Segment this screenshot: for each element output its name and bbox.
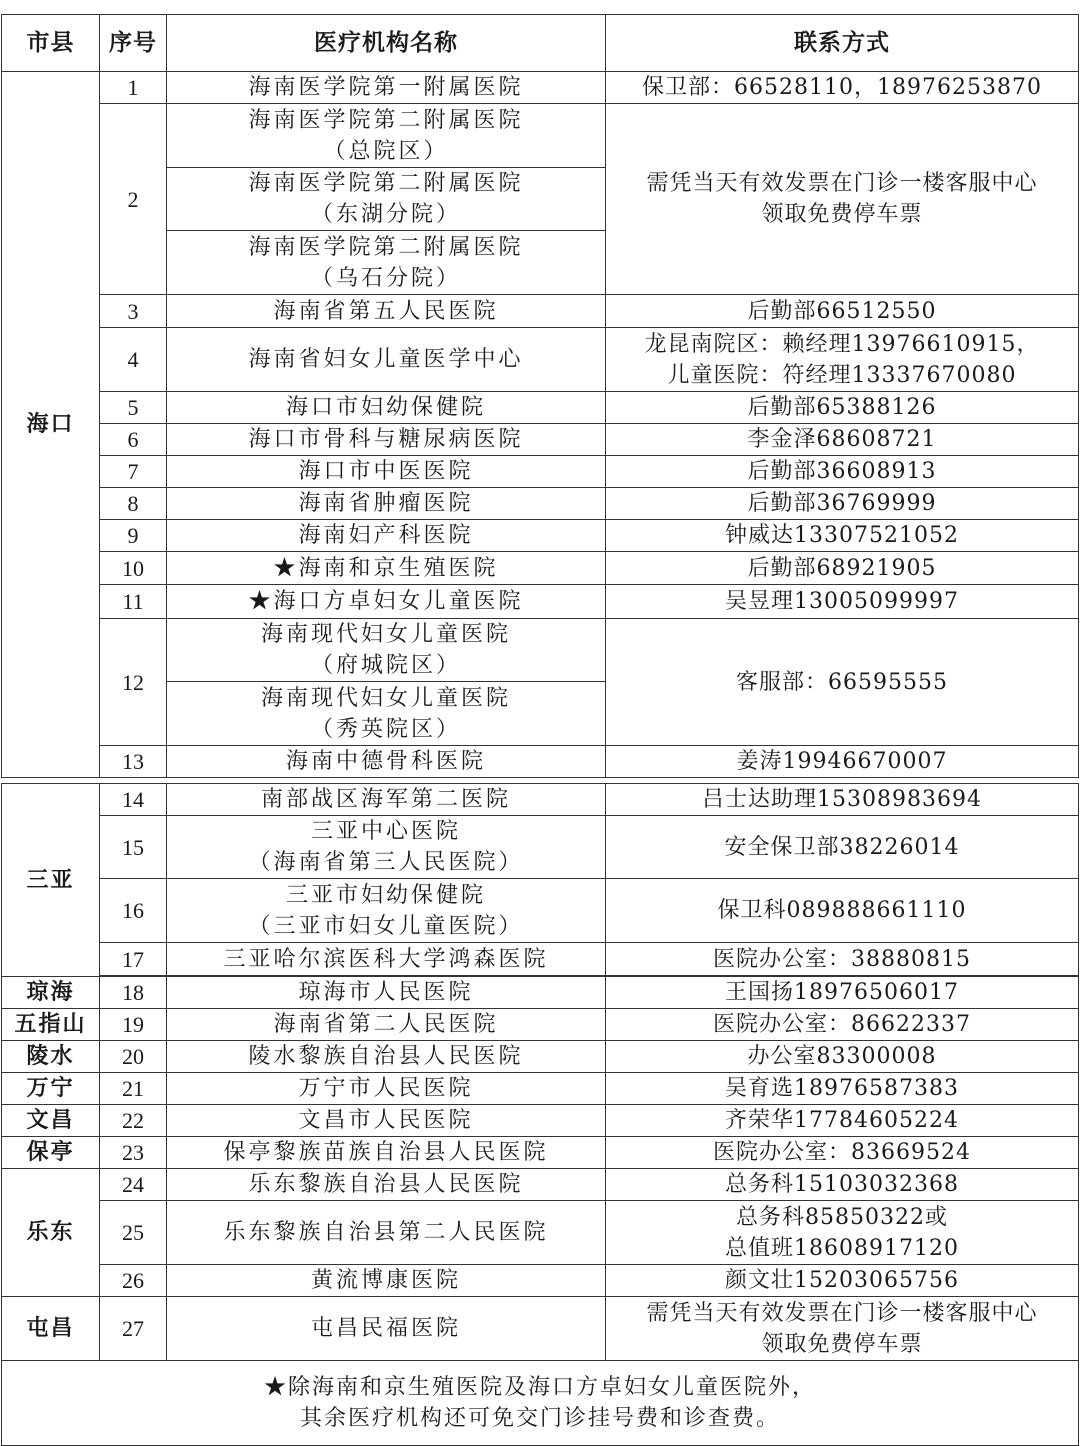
table-row: [2, 328, 1079, 392]
contact-cell: [606, 1297, 1079, 1361]
contact-line: 总值班18608917120: [725, 1235, 959, 1261]
contact-cell: 安全保卫部38226014: [606, 816, 1079, 879]
institution-cell: [167, 231, 606, 295]
institution-cell: 海口市妇幼保健院: [167, 392, 606, 424]
index-cell: 4: [100, 328, 167, 392]
institution-cell: 海口市中医医院: [167, 456, 606, 488]
contact-cell: 保卫部：66528110，18976253870: [606, 72, 1079, 104]
table-row: [2, 1201, 1079, 1265]
institution-cell: [167, 168, 606, 231]
contact-cell: 姜涛19946670007: [606, 746, 1079, 778]
table-row: [2, 392, 1079, 424]
institution-cell: 乐东黎族自治县人民医院: [167, 1169, 606, 1201]
contact-cell: 颜文壮15203065756: [606, 1265, 1079, 1297]
index-cell: 23: [100, 1137, 167, 1169]
contact-cell: 客服部：66595555: [606, 619, 1079, 746]
hospital-parking-table: [1, 14, 1079, 778]
contact-cell: [606, 328, 1079, 392]
table-row: [2, 784, 1079, 816]
institution-cell: 海口市骨科与糖尿病医院: [167, 424, 606, 456]
contact-cell: 王国扬18976506017: [606, 977, 1079, 1009]
header-city: 市县: [2, 15, 100, 72]
institution-campus-line: （府城院区）: [310, 653, 461, 678]
index-cell: 19: [100, 1009, 167, 1041]
contact-line: 总务科85850322或: [736, 1204, 948, 1230]
table-row: [2, 1105, 1079, 1137]
institution-cell: 海南妇产科医院: [167, 520, 606, 552]
index-cell: 6: [100, 424, 167, 456]
contact-cell: 医院办公室：86622337: [606, 1009, 1079, 1041]
institution-name-line: 三亚市妇幼保健院: [285, 882, 486, 908]
institution-cell: 保亭黎族苗族自治县人民医院: [167, 1137, 606, 1169]
contact-cell: 钟威达13307521052: [606, 520, 1079, 552]
contact-cell: 李金泽68608721: [606, 424, 1079, 456]
institution-campus-line: （东湖分院）: [310, 202, 461, 227]
institution-cell: 琼海市人民医院: [167, 977, 606, 1009]
institution-name-line: 三亚中心医院: [310, 819, 461, 844]
contact-line: 儿童医院：符经理13337670080: [667, 362, 1017, 388]
index-cell: 13: [100, 746, 167, 778]
city-cell: 万宁: [2, 1073, 100, 1105]
institution-cell: 屯昌民福医院: [167, 1297, 606, 1361]
table-row: [2, 520, 1079, 552]
institution-name-line: 海南医学院第二附属医院: [248, 234, 524, 260]
table-row: [2, 1009, 1079, 1041]
contact-cell: 后勤部66512550: [606, 295, 1079, 328]
index-cell: 20: [100, 1041, 167, 1073]
table-row: [2, 72, 1079, 104]
header-contact: 联系方式: [606, 15, 1079, 72]
city-cell: 屯昌: [2, 1297, 100, 1361]
contact-cell: 医院办公室：38880815: [606, 943, 1079, 976]
contact-line: 龙昆南院区：赖经理13976610915，: [644, 331, 1040, 357]
table-row: [2, 1137, 1079, 1169]
index-cell: 24: [100, 1169, 167, 1201]
header-institution: 医疗机构名称: [167, 15, 606, 72]
table-row: [2, 585, 1079, 619]
institution-cell: 海南医学院第一附属医院: [167, 72, 606, 104]
institution-cell: 三亚哈尔滨医科大学鸿森医院: [167, 943, 606, 976]
institution-cell: [167, 682, 606, 746]
institution-name-line: 海南医学院第二附属医院: [248, 171, 524, 196]
table-row: [2, 943, 1079, 976]
table-row: [2, 619, 1079, 682]
index-cell: 27: [100, 1297, 167, 1361]
contact-cell: 后勤部68921905: [606, 552, 1079, 585]
index-cell: 25: [100, 1201, 167, 1265]
institution-cell: 海南省第二人民医院: [167, 1009, 606, 1041]
city-cell: 乐东: [2, 1169, 100, 1297]
contact-cell: 吴育选18976587383: [606, 1073, 1079, 1105]
contact-cell: [606, 1201, 1079, 1265]
institution-campus-line: （乌石分院）: [310, 265, 461, 291]
contact-cell: 吕士达助理15308983694: [606, 784, 1079, 816]
table-row: [2, 424, 1079, 456]
contact-cell: 总务科15103032368: [606, 1169, 1079, 1201]
index-cell: 16: [100, 879, 167, 943]
contact-cell: 办公室83300008: [606, 1041, 1079, 1073]
footnote: [2, 1361, 1079, 1446]
contact-cell: 后勤部36608913: [606, 456, 1079, 488]
city-cell: 三亚: [2, 784, 100, 977]
contact-cell: 吴昱理13005099997: [606, 585, 1079, 619]
institution-cell: [167, 816, 606, 879]
institution-cell: 黄流博康医院: [167, 1265, 606, 1297]
footnote-row: [2, 1361, 1079, 1446]
header-index: 序号: [100, 15, 167, 72]
contact-cell: 保卫科089888661110: [606, 879, 1079, 943]
institution-cell: 文昌市人民医院: [167, 1105, 606, 1137]
city-cell: 保亭: [2, 1137, 100, 1169]
institution-cell: 海南省妇女儿童医学中心: [167, 328, 606, 392]
hospital-parking-table-continued: [1, 783, 1079, 1446]
index-cell: 14: [100, 784, 167, 816]
contact-cell: [606, 104, 1079, 295]
table-row: [2, 552, 1079, 585]
index-cell: 22: [100, 1105, 167, 1137]
table-row: [2, 1169, 1079, 1201]
contact-line: 需凭当天有效发票在门诊一楼客服中心: [646, 171, 1038, 196]
city-cell: 陵水: [2, 1041, 100, 1073]
index-cell: 26: [100, 1265, 167, 1297]
institution-cell: 海南省第五人民医院: [167, 295, 606, 328]
institution-campus-line: （秀英院区）: [310, 716, 461, 742]
contact-line: 需凭当天有效发票在门诊一楼客服中心: [646, 1300, 1038, 1326]
institution-name-line: 海南现代妇女儿童医院: [260, 622, 511, 647]
index-cell: 8: [100, 488, 167, 520]
institution-cell: 万宁市人民医院: [167, 1073, 606, 1105]
table-row: [2, 879, 1079, 943]
institution-campus-line: （总院区）: [323, 138, 449, 164]
institution-cell: [167, 619, 606, 682]
institution-cell: 海南中德骨科医院: [167, 746, 606, 778]
index-cell: 9: [100, 520, 167, 552]
contact-line: 领取免费停车票: [761, 1331, 923, 1357]
index-cell: 15: [100, 816, 167, 879]
index-cell: 12: [100, 619, 167, 746]
index-cell: 2: [100, 104, 167, 295]
city-cell: 海口: [2, 72, 100, 778]
table-row: [2, 104, 1079, 168]
table-row: [2, 977, 1079, 1009]
city-cell: 琼海: [2, 977, 100, 1009]
index-cell: 18: [100, 977, 167, 1009]
institution-cell: 陵水黎族自治县人民医院: [167, 1041, 606, 1073]
institution-alias-line: （三亚市妇女儿童医院）: [248, 913, 524, 939]
city-cell: 文昌: [2, 1105, 100, 1137]
city-cell: 五指山: [2, 1009, 100, 1041]
index-cell: 3: [100, 295, 167, 328]
table-row: [2, 816, 1079, 879]
institution-cell: [167, 104, 606, 168]
index-cell: 11: [100, 585, 167, 619]
institution-alias-line: （海南省第三人民医院）: [248, 850, 524, 875]
contact-line: 领取免费停车票: [761, 202, 923, 227]
index-cell: 17: [100, 943, 167, 976]
table-row: [2, 488, 1079, 520]
institution-cell: [167, 879, 606, 943]
table-row: [2, 1265, 1079, 1297]
table-row: [2, 1073, 1079, 1105]
institution-name-line: 海南医学院第二附属医院: [248, 107, 524, 133]
institution-name-line: 海南现代妇女儿童医院: [260, 685, 511, 711]
table-row: [2, 1297, 1079, 1361]
footnote-line: ★除海南和京生殖医院及海口方卓妇女儿童医院外，: [263, 1375, 816, 1400]
institution-cell: 南部战区海军第二医院: [167, 784, 606, 816]
table-row: [2, 456, 1079, 488]
contact-cell: 齐荣华17784605224: [606, 1105, 1079, 1137]
index-cell: 7: [100, 456, 167, 488]
index-cell: 5: [100, 392, 167, 424]
index-cell: 21: [100, 1073, 167, 1105]
table-row: [2, 1041, 1079, 1073]
header-row: [2, 15, 1079, 72]
institution-cell: ★海口方卓妇女儿童医院: [167, 585, 606, 619]
contact-cell: 医院办公室：83669524: [606, 1137, 1079, 1169]
index-cell: 10: [100, 552, 167, 585]
table-row: [2, 295, 1079, 328]
institution-cell: 乐东黎族自治县第二人民医院: [167, 1201, 606, 1265]
contact-cell: 后勤部36769999: [606, 488, 1079, 520]
footnote-line: 其余医疗机构还可免交门诊挂号费和诊查费。: [299, 1406, 780, 1431]
index-cell: 1: [100, 72, 167, 104]
institution-cell: ★海南和京生殖医院: [167, 552, 606, 585]
institution-cell: 海南省肿瘤医院: [167, 488, 606, 520]
contact-cell: 后勤部65388126: [606, 392, 1079, 424]
table-row: [2, 746, 1079, 778]
